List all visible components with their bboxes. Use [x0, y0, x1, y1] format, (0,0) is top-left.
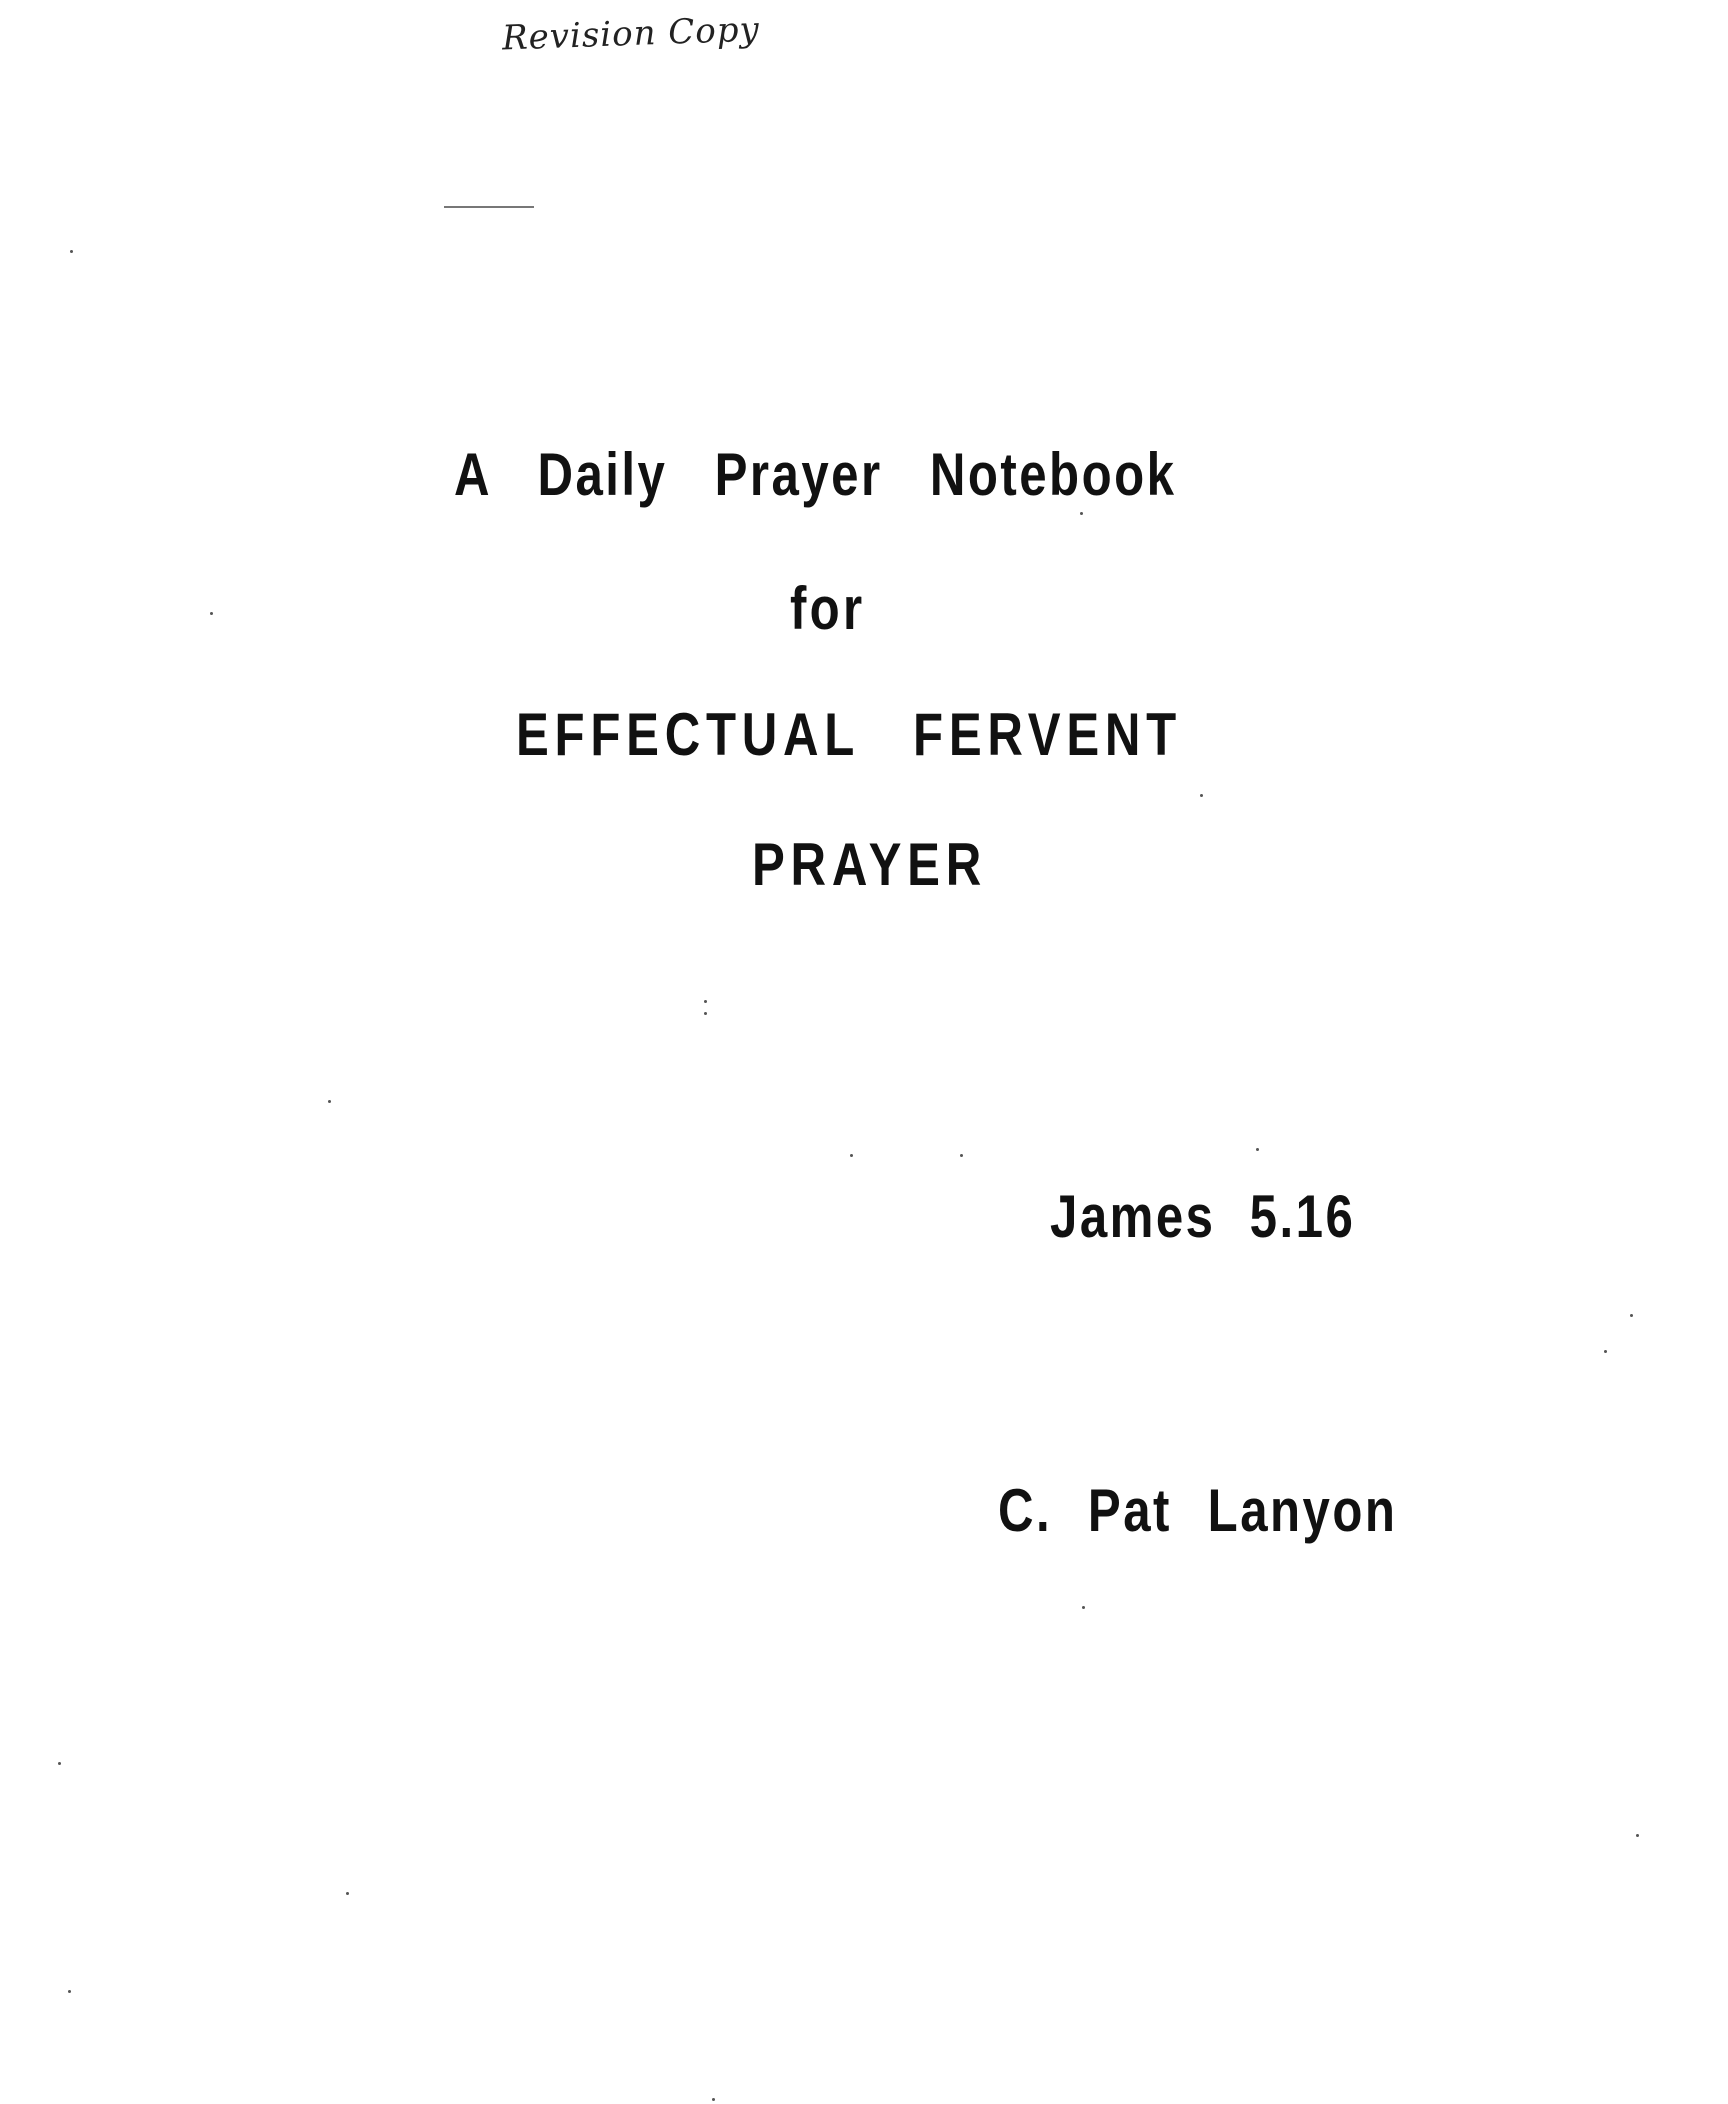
scan-speck: [704, 1000, 707, 1003]
scan-speck: [58, 1762, 61, 1765]
scan-mark: [444, 206, 534, 208]
scan-speck: [210, 612, 213, 615]
scan-speck: [960, 1154, 963, 1157]
scan-speck: [1630, 1314, 1633, 1317]
title-line-3: EFFECTUAL FERVENT: [516, 701, 1182, 768]
scan-speck: [704, 1012, 707, 1015]
title-line-4: PRAYER: [752, 831, 987, 898]
scan-speck: [70, 250, 73, 253]
scan-speck: [346, 1892, 349, 1895]
scan-speck: [850, 1154, 853, 1157]
scan-speck: [712, 2098, 715, 2101]
title-line-1: A Daily Prayer Notebook: [454, 441, 1177, 508]
author-name: C. Pat Lanyon: [998, 1477, 1398, 1544]
scan-speck: [1256, 1148, 1259, 1151]
scan-speck: [1080, 512, 1083, 515]
scripture-reference: James 5.16: [1050, 1183, 1356, 1250]
scan-speck: [1082, 1606, 1085, 1609]
scan-speck: [1636, 1834, 1639, 1837]
scan-speck: [328, 1100, 331, 1103]
scan-speck: [1200, 794, 1203, 797]
handwritten-revision-note: Revision Copy: [501, 9, 761, 59]
scan-speck: [1604, 1350, 1607, 1353]
scan-speck: [68, 1990, 71, 1993]
title-line-2: for: [790, 575, 866, 642]
